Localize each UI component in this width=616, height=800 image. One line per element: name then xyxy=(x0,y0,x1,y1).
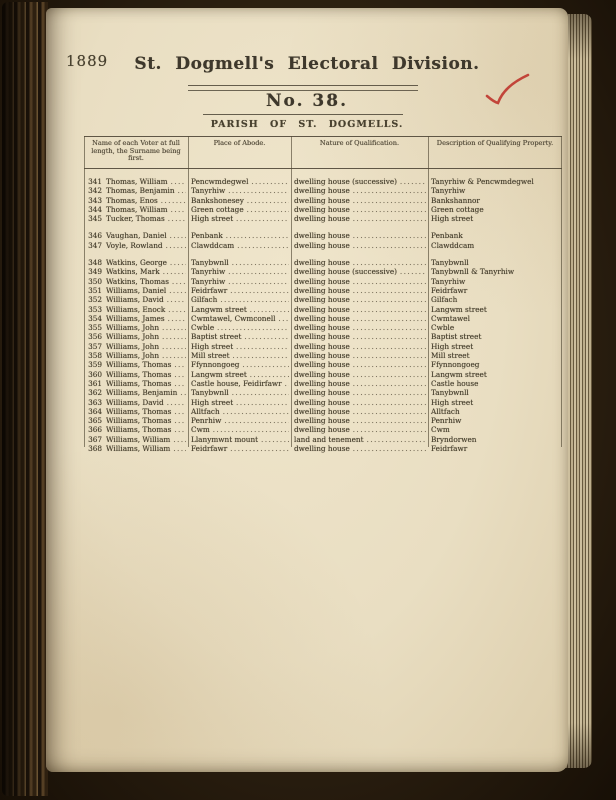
voter-name: Watkins, Mark xyxy=(106,267,160,277)
qualification: dwelling house xyxy=(294,341,350,351)
property-cell xyxy=(428,295,562,304)
year-label: 1889 xyxy=(66,52,109,70)
voter-number: 356 xyxy=(88,332,102,342)
voter-name: Thomas, Enos xyxy=(106,195,158,205)
property-cell xyxy=(428,360,562,369)
qualifying-property: Tanyrhiw xyxy=(431,186,466,196)
voter-name: Williams, Thomas xyxy=(106,360,172,370)
property-cell xyxy=(428,332,562,341)
leader-dots xyxy=(353,445,426,454)
table-row xyxy=(84,444,562,453)
voter-name: Vaughan, Daniel xyxy=(106,231,167,241)
qualifying-property: Green cottage xyxy=(431,204,484,214)
qualification: dwelling house xyxy=(294,186,350,196)
voter-name: Williams, James xyxy=(106,313,165,323)
table-row xyxy=(84,277,562,286)
table-rule xyxy=(188,136,189,447)
property-cell xyxy=(428,186,562,195)
qualifying-property: Tanyrhiw xyxy=(431,276,466,286)
property-cell xyxy=(428,267,562,276)
voter-name: Williams, David xyxy=(106,295,164,305)
qualifying-property: Tanybwnll xyxy=(431,388,469,398)
property-cell xyxy=(428,416,562,425)
voter-name: Voyle, Rowland xyxy=(106,240,163,250)
table-row xyxy=(84,214,562,223)
table-row xyxy=(84,305,562,314)
place-of-abode: Pencwmdegwel xyxy=(191,177,249,186)
qualification: dwelling house xyxy=(294,195,350,205)
qualification: dwelling house xyxy=(294,214,350,224)
voter-name: Williams, Thomas xyxy=(106,406,172,416)
voter-name: Watkins, George xyxy=(106,258,168,268)
place-of-abode: Tanyrhiw xyxy=(191,267,226,277)
place-of-abode: Castle house, Feidirfawr xyxy=(191,378,282,388)
place-of-abode: Tanyrhiw xyxy=(191,186,226,196)
place-of-abode: Clawddcam xyxy=(191,240,235,250)
voter-number: 359 xyxy=(88,360,102,370)
table-row xyxy=(84,205,562,214)
qualifying-property: Gilfach xyxy=(431,295,458,305)
voter-number: 345 xyxy=(88,214,102,224)
leader-dots xyxy=(168,215,186,224)
table-row xyxy=(84,342,562,351)
leader-dots xyxy=(236,215,289,224)
voter-number: 347 xyxy=(88,240,102,250)
page-title: St. Dogmell's Electoral Division. xyxy=(134,54,480,74)
place-of-abode: Tanyrhiw xyxy=(191,276,226,286)
voter-name: Williams, John xyxy=(106,323,160,333)
qualification-cell xyxy=(291,214,428,224)
table-row xyxy=(84,416,562,425)
qualifying-property: Cwmtawel xyxy=(431,313,470,323)
voter-number: 353 xyxy=(88,304,102,314)
table-rule xyxy=(84,136,85,447)
table-row xyxy=(84,196,562,205)
voter-name: Tucker, Thomas xyxy=(106,214,165,224)
property-cell xyxy=(428,177,562,186)
place-of-abode: Cwm xyxy=(191,425,210,435)
voter-name: Williams, Thomas xyxy=(106,369,172,379)
property-cell xyxy=(428,444,562,453)
voter-name: Watkins, Thomas xyxy=(106,276,169,286)
voter-name: Williams, William xyxy=(106,434,171,444)
qualification: dwelling house xyxy=(294,313,350,323)
place-of-abode: Ffynnongoeg xyxy=(191,360,240,370)
table-row xyxy=(84,425,562,434)
qualifying-property: Cwm xyxy=(431,425,450,435)
table-row xyxy=(84,351,562,360)
qualification: dwelling house xyxy=(294,285,350,295)
place-of-abode: Gilfach xyxy=(191,295,218,305)
qualifying-property: Bankshannor xyxy=(431,195,480,205)
voter-name: Williams, Daniel xyxy=(106,285,167,295)
qualifying-property: Tanyrhiw & Pencwmdegwel xyxy=(431,177,534,186)
voter-number: 352 xyxy=(88,295,102,305)
place-of-abode: Green cottage xyxy=(191,204,244,214)
qualification-cell xyxy=(291,444,428,454)
qualifying-property: High street xyxy=(431,341,474,351)
table-row xyxy=(84,435,562,444)
property-cell xyxy=(428,196,562,205)
qualification: dwelling house xyxy=(294,388,350,398)
voter-number: 348 xyxy=(88,258,102,268)
qualification: dwelling house xyxy=(294,416,350,426)
qualifying-property: Penbank xyxy=(431,231,463,241)
qualifying-property: Alltfach xyxy=(431,406,460,416)
book-binding-spine xyxy=(2,2,48,796)
table-row xyxy=(84,286,562,295)
qualifying-property: Tanybwnll xyxy=(431,258,469,268)
leader-dots xyxy=(237,242,289,251)
qualifying-property: Tanybwnll & Tanyrhiw xyxy=(431,267,515,277)
place-of-abode: Alltfach xyxy=(191,406,220,416)
voter-number: 364 xyxy=(88,406,102,416)
property-cell xyxy=(428,370,562,379)
qualifying-property: Feidrfawr xyxy=(431,444,468,454)
place-of-abode: High street xyxy=(191,397,234,407)
qualification: dwelling house xyxy=(294,425,350,435)
table-row xyxy=(84,360,562,369)
property-cell xyxy=(428,425,562,434)
qualifying-property: High street xyxy=(431,397,474,407)
voter-number: 354 xyxy=(88,313,102,323)
table-rule xyxy=(428,136,429,447)
qualifying-property: Langwm street xyxy=(431,369,487,379)
table-row xyxy=(84,186,562,195)
table-row xyxy=(84,379,562,388)
property-cell xyxy=(428,351,562,360)
voter-name: Williams, Enock xyxy=(106,304,166,314)
voter-number: 365 xyxy=(88,416,102,426)
qualifying-property: Clawddcam xyxy=(431,240,475,250)
table-header xyxy=(84,136,562,169)
voter-name: Williams, William xyxy=(106,444,171,454)
qualification: land and tenement xyxy=(294,434,364,444)
column-header-abode: Place of Abode. xyxy=(213,139,266,147)
qualification: dwelling house xyxy=(294,406,350,416)
table-row xyxy=(84,231,562,240)
voter-name: Thomas, William xyxy=(106,177,168,186)
voter-number: 366 xyxy=(88,425,102,435)
voter-number: 368 xyxy=(88,444,102,454)
place-of-abode: Feidrfawr xyxy=(191,444,228,454)
voter-number: 346 xyxy=(88,231,102,241)
division-number: No. 38. xyxy=(266,91,348,111)
place-of-abode: Tanybwnll xyxy=(191,258,229,268)
qualifying-property: Castle house xyxy=(431,378,479,388)
property-cell xyxy=(428,286,562,295)
qualification: dwelling house (successive) xyxy=(294,267,397,277)
voter-number: 355 xyxy=(88,323,102,333)
qualification: dwelling house xyxy=(294,332,350,342)
place-of-abode: Tanybwnll xyxy=(191,388,229,398)
table-row xyxy=(84,314,562,323)
voter-number: 367 xyxy=(88,434,102,444)
property-cell xyxy=(428,205,562,214)
qualification: dwelling house xyxy=(294,369,350,379)
qualifying-property: High street xyxy=(431,214,474,224)
table-row xyxy=(84,388,562,397)
table-body xyxy=(84,169,562,453)
property-cell xyxy=(428,314,562,323)
table-rule xyxy=(561,136,562,447)
property-cell xyxy=(428,388,562,397)
property-cell xyxy=(428,231,562,240)
qualification: dwelling house xyxy=(294,204,350,214)
abode-cell xyxy=(188,241,291,251)
place-of-abode: High street xyxy=(191,341,234,351)
table-row xyxy=(84,323,562,332)
qualification: dwelling house xyxy=(294,304,350,314)
voter-name: Williams, John xyxy=(106,332,160,342)
qualification: dwelling house xyxy=(294,231,350,241)
voter-number: 363 xyxy=(88,397,102,407)
voter-name: Williams, Thomas xyxy=(106,378,172,388)
voter-number: 341 xyxy=(88,177,102,186)
voter-cell xyxy=(84,214,188,224)
table-row xyxy=(84,295,562,304)
abode-cell xyxy=(188,444,291,454)
voter-cell xyxy=(84,241,188,251)
voter-number: 344 xyxy=(88,204,102,214)
leader-dots xyxy=(353,242,426,251)
qualifying-property: Mill street xyxy=(431,351,470,361)
voter-number: 362 xyxy=(88,388,102,398)
table-rule xyxy=(291,136,292,447)
place-of-abode: Langwm street xyxy=(191,304,247,314)
qualification: dwelling house xyxy=(294,276,350,286)
voter-name: Williams, John xyxy=(106,351,160,361)
leader-dots xyxy=(230,445,289,454)
qualification-cell xyxy=(291,241,428,251)
abode-cell xyxy=(188,214,291,224)
place-of-abode: Langwm street xyxy=(191,369,247,379)
qualification: dwelling house xyxy=(294,323,350,333)
voter-cell xyxy=(84,444,188,454)
place-of-abode: Cwmtawel, Cwmconell xyxy=(191,313,276,323)
voter-table xyxy=(84,136,562,453)
qualifying-property: Baptist street xyxy=(431,332,482,342)
leader-dots xyxy=(166,242,186,251)
voter-name: Williams, David xyxy=(106,397,164,407)
table-row xyxy=(84,407,562,416)
property-cell xyxy=(428,323,562,332)
qualifying-property: Bryndorwen xyxy=(431,434,477,444)
parish-heading: PARISH OF ST. DOGMELLS. xyxy=(210,119,404,130)
voter-name: Thomas, William xyxy=(106,204,168,214)
property-cell xyxy=(428,277,562,286)
voter-name: Williams, Benjamin xyxy=(106,388,178,398)
register-page xyxy=(46,8,568,772)
table-row xyxy=(84,332,562,341)
place-of-abode: Cwble xyxy=(191,323,215,333)
red-checkmark-icon xyxy=(484,72,534,112)
property-cell xyxy=(428,241,562,250)
property-cell xyxy=(428,258,562,267)
voter-number: 350 xyxy=(88,276,102,286)
qualification: dwelling house xyxy=(294,360,350,370)
qualification: dwelling house xyxy=(294,444,350,454)
column-header-name: Name of each Voter at full length, the Surname being first. xyxy=(91,139,181,163)
column-header-qualification: Nature of Qualification. xyxy=(319,139,400,147)
single-rule xyxy=(203,114,403,115)
property-cell xyxy=(428,435,562,444)
property-cell xyxy=(428,398,562,407)
qualification: dwelling house xyxy=(294,351,350,361)
qualification: dwelling house xyxy=(294,240,350,250)
table-row xyxy=(84,177,562,186)
voter-name: Williams, Thomas xyxy=(106,425,172,435)
voter-number: 351 xyxy=(88,285,102,295)
voter-name: Williams, Thomas xyxy=(106,416,172,426)
voter-name: Thomas, Benjamin xyxy=(106,186,175,196)
qualification: dwelling house xyxy=(294,258,350,268)
place-of-abode: Mill street xyxy=(191,351,230,361)
leader-dots xyxy=(173,445,186,454)
property-cell xyxy=(428,305,562,314)
place-of-abode: Baptist street xyxy=(191,332,242,342)
table-row xyxy=(84,267,562,276)
place-of-abode: Feidrfawr xyxy=(191,285,228,295)
table-row xyxy=(84,241,562,250)
column-header-property: Description of Qualifying Property. xyxy=(436,139,554,147)
qualification: dwelling house xyxy=(294,378,350,388)
voter-number: 342 xyxy=(88,186,102,196)
qualifying-property: Penrhiw xyxy=(431,416,462,426)
place-of-abode: Llanymwnt mount xyxy=(191,434,259,444)
qualification: dwelling house xyxy=(294,295,350,305)
property-cell xyxy=(428,379,562,388)
voter-name: Williams, John xyxy=(106,341,160,351)
property-cell xyxy=(428,407,562,416)
place-of-abode: Penbank xyxy=(191,231,223,241)
voter-number: 360 xyxy=(88,369,102,379)
voter-number: 357 xyxy=(88,341,102,351)
property-cell xyxy=(428,342,562,351)
table-row xyxy=(84,398,562,407)
qualification: dwelling house (successive) xyxy=(294,177,397,186)
qualifying-property: Langwm street xyxy=(431,304,487,314)
place-of-abode: Penrhiw xyxy=(191,416,222,426)
voter-number: 361 xyxy=(88,378,102,388)
voter-number: 349 xyxy=(88,267,102,277)
qualifying-property: Ffynnongoeg xyxy=(431,360,480,370)
table-row xyxy=(84,370,562,379)
place-of-abode: Bankshonesey xyxy=(191,195,244,205)
qualifying-property: Feidrfawr xyxy=(431,285,468,295)
voter-number: 358 xyxy=(88,351,102,361)
qualification: dwelling house xyxy=(294,397,350,407)
table-row xyxy=(84,258,562,267)
place-of-abode: High street xyxy=(191,214,234,224)
qualifying-property: Cwble xyxy=(431,323,455,333)
voter-number: 343 xyxy=(88,195,102,205)
property-cell xyxy=(428,214,562,223)
leader-dots xyxy=(353,215,426,224)
